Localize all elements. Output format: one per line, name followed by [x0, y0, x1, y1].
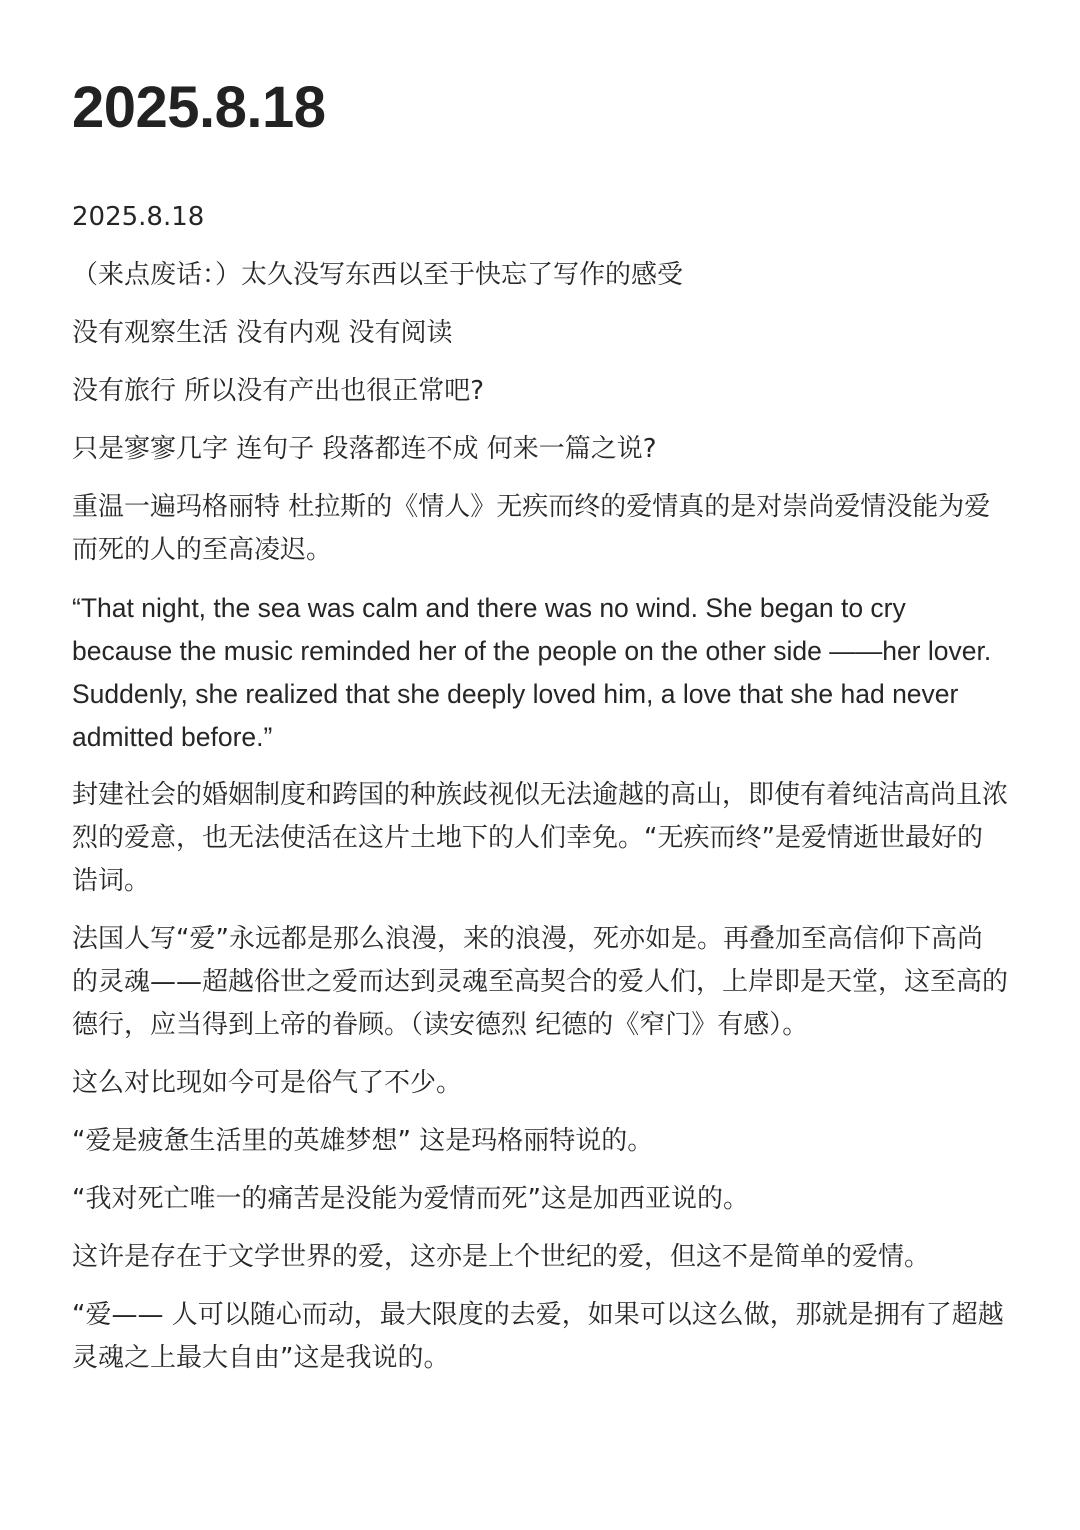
- paragraph-french-love: 法国人写“爱”永远都是那么浪漫，来的浪漫，死亦如是。再叠加至高信仰下高尚的灵魂——超越俗世之爱而达到灵魂至高契合的爱人们，上岸即是天堂，这至高的德行，应当得到上帝的眷顾。（读安德烈 纪德的《窄门》有感）。: [72, 924, 1009, 1040]
- paragraph-literary-love: 这许是存在于文学世界的爱，这亦是上个世纪的爱，但这不是简单的爱情。: [72, 1242, 931, 1272]
- paragraph-intro: （来点废话：）太久没写东西以至于快忘了写作的感受: [72, 260, 684, 290]
- paragraph-comparison: 这么对比现如今可是俗气了不少。: [72, 1068, 463, 1098]
- paragraph-my-quote: “爱—— 人可以随心而动，最大限度的去爱，如果可以这么做，那就是拥有了超越灵魂之上最大自由”这是我说的。: [72, 1300, 1004, 1373]
- paragraph-garcia-quote: “我对死亡唯一的痛苦是没能为爱情而死”这是加西亚说的。: [72, 1184, 749, 1214]
- paragraph-feudal-society: 封建社会的婚姻制度和跨国的种族歧视似无法逾越的高山，即使有着纯洁高尚且浓烈的爱意，也无法使活在这片土地下的人们幸免。“无疾而终”是爱情逝世最好的诰词。: [72, 780, 1009, 896]
- note-date: 2025.8.18: [72, 202, 205, 232]
- paragraph-english-quote: “That night, the sea was calm and there was no wind. She began to cry because the music reminded her of the people on the other side ——her lover. Suddenly, she realized that she deeply loved him, a love that she had never admitted before.”: [72, 593, 992, 752]
- paragraph-duras-quote: “爱是疲惫生活里的英雄梦想” 这是玛格丽特说的。: [72, 1126, 654, 1156]
- note-body: [72, 196, 1008, 1380]
- paragraph-no-observation: 没有观察生活 没有内观 没有阅读: [72, 318, 453, 348]
- note-title: 2025.8.18: [72, 75, 326, 140]
- paragraph-few-words: 只是寥寥几字 连句子 段落都连不成 何来一篇之说?: [72, 434, 657, 464]
- note-page: [72, 0, 1008, 1395]
- paragraph-no-travel: 没有旅行 所以没有产出也很正常吧?: [72, 376, 485, 406]
- paragraph-the-lover: 重温一遍玛格丽特 杜拉斯的《情人》无疾而终的爱情真的是对崇尚爱情没能为爱而死的人的至高凌迟。: [72, 492, 991, 565]
